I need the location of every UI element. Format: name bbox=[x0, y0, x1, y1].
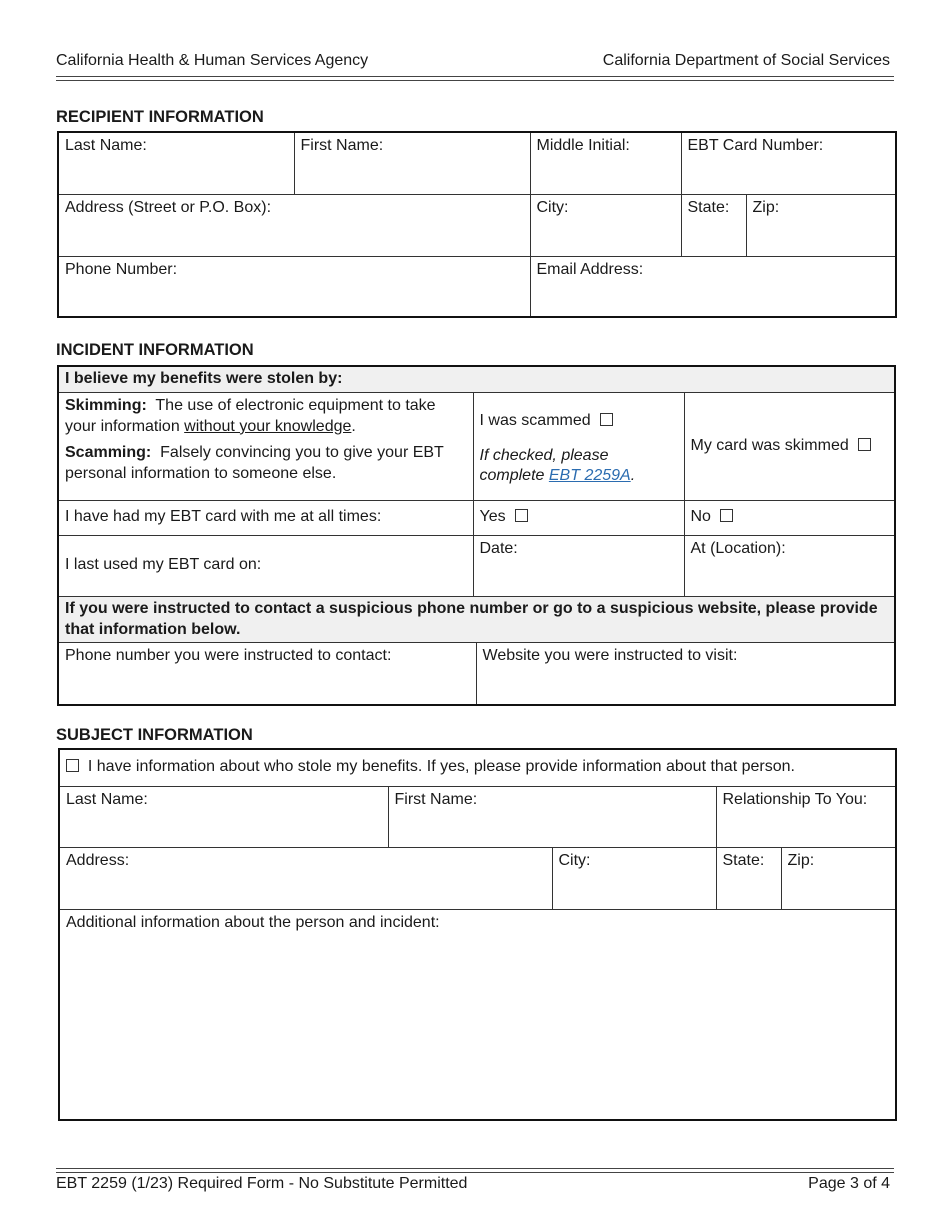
theft-definitions: Skimming: The use of electronic equipment to take your information without your knowledge. Scamming: Falsely convincing you to give your EBT personal information to someone else. bbox=[58, 392, 473, 500]
agency-name: California Health & Human Services Agency bbox=[56, 52, 369, 69]
recipient-last-name-field[interactable] bbox=[58, 132, 294, 194]
phone-instructed-field[interactable] bbox=[58, 643, 476, 705]
skimmed-checkbox[interactable] bbox=[858, 438, 871, 451]
subject-address-field[interactable] bbox=[59, 847, 552, 909]
header-rule bbox=[56, 76, 894, 77]
page-footer bbox=[56, 1168, 894, 1198]
recipient-last-name-label: Last Name: bbox=[65, 137, 147, 154]
incident-table bbox=[57, 365, 896, 706]
subject-last-name-label: Last Name: bbox=[66, 790, 148, 808]
footer-rule bbox=[56, 1168, 894, 1169]
card-with-me-yes bbox=[473, 500, 684, 535]
subject-additional-label: Additional information about the person and incident: bbox=[66, 913, 440, 931]
recipient-first-name-field[interactable] bbox=[294, 132, 530, 194]
have-info-label: I have information about who stole my benefits. If yes, please provide information about that person. bbox=[87, 758, 795, 776]
subject-last-name-field[interactable] bbox=[59, 786, 388, 847]
recipient-zip-field[interactable] bbox=[746, 194, 896, 256]
no-label: No bbox=[690, 508, 711, 526]
last-used-location-field[interactable] bbox=[684, 535, 895, 596]
page-number: Page 3 of 4 bbox=[808, 1175, 890, 1192]
last-used-date-field[interactable] bbox=[473, 535, 684, 596]
recipient-phone-field[interactable] bbox=[58, 256, 530, 317]
recipient-section-title: RECIPIENT INFORMATION bbox=[56, 108, 264, 126]
recipient-zip-label: Zip: bbox=[752, 198, 780, 216]
website-instructed-label: Website you were instructed to visit: bbox=[482, 647, 738, 665]
page-header bbox=[56, 52, 894, 82]
subject-additional-field[interactable] bbox=[59, 909, 896, 1120]
skimming-underline-text: without your knowledge bbox=[184, 417, 352, 435]
subject-city-field[interactable] bbox=[552, 847, 716, 909]
recipient-state-field[interactable] bbox=[681, 194, 746, 256]
yes-label: Yes bbox=[479, 508, 506, 526]
scammed-checkbox[interactable] bbox=[600, 413, 613, 426]
scammed-label: I was scammed bbox=[479, 411, 591, 429]
subject-state-label: State: bbox=[722, 851, 765, 869]
scammed-cell: I was scammed If checked, please complete EBT 2259A. bbox=[473, 392, 684, 500]
recipient-table bbox=[57, 131, 897, 318]
skimmed-label: My card was skimmed bbox=[690, 436, 849, 454]
recipient-city-field[interactable] bbox=[530, 194, 681, 256]
recipient-email-label: Email Address: bbox=[536, 260, 644, 278]
scamming-term: Scamming: bbox=[65, 444, 152, 462]
form-id: EBT 2259 (1/23) Required Form - No Substitute Permitted bbox=[56, 1175, 468, 1192]
footer-rule bbox=[56, 1172, 894, 1173]
skimming-term: Skimming: bbox=[65, 396, 147, 414]
phone-instructed-label: Phone number you were instructed to contact: bbox=[65, 647, 392, 665]
recipient-address-field[interactable] bbox=[58, 194, 530, 256]
incident-section-title: INCIDENT INFORMATION bbox=[56, 341, 254, 359]
last-used-location-label: At (Location): bbox=[690, 539, 786, 557]
ebt-card-number-field[interactable] bbox=[681, 132, 896, 194]
subject-relationship-label: Relationship To You: bbox=[722, 790, 868, 808]
if-checked-text: If checked, please complete bbox=[479, 446, 609, 485]
skimmed-cell bbox=[684, 392, 895, 500]
yes-checkbox[interactable] bbox=[515, 509, 528, 522]
subject-section-title: SUBJECT INFORMATION bbox=[56, 726, 253, 744]
stolen-by-heading: I believe my benefits were stolen by: bbox=[58, 366, 895, 392]
recipient-address-label: Address (Street or P.O. Box): bbox=[65, 198, 272, 216]
department-name: California Department of Social Services bbox=[602, 52, 890, 69]
subject-relationship-field[interactable] bbox=[716, 786, 896, 847]
ebt-card-number-label: EBT Card Number: bbox=[687, 137, 824, 154]
card-with-me-label: I have had my EBT card with me at all times: bbox=[58, 500, 473, 535]
scamming-text: Falsely convincing you to give your EBT personal information to someone else. bbox=[65, 444, 444, 483]
subject-zip-label: Zip: bbox=[787, 851, 815, 869]
subject-zip-field[interactable] bbox=[781, 847, 896, 909]
recipient-phone-label: Phone Number: bbox=[65, 260, 178, 278]
recipient-email-field[interactable] bbox=[530, 256, 896, 317]
recipient-middle-initial-label: Middle Initial: bbox=[536, 137, 630, 154]
recipient-middle-initial-field[interactable] bbox=[530, 132, 681, 194]
have-info-checkbox[interactable] bbox=[66, 759, 79, 772]
subject-first-name-field[interactable] bbox=[388, 786, 716, 847]
recipient-state-label: State: bbox=[687, 198, 730, 216]
last-used-label: I last used my EBT card on: bbox=[58, 535, 473, 596]
subject-first-name-label: First Name: bbox=[394, 790, 478, 808]
suspicious-note: If you were instructed to contact a suspicious phone number or go to a suspicious website, please provide that information below. bbox=[58, 596, 895, 643]
subject-state-field[interactable] bbox=[716, 847, 781, 909]
subject-city-label: City: bbox=[558, 851, 591, 869]
skimming-text: The use of electronic equipment to take your information bbox=[65, 396, 436, 435]
subject-table bbox=[58, 748, 897, 1121]
recipient-city-label: City: bbox=[536, 198, 569, 216]
subject-address-label: Address: bbox=[66, 851, 130, 869]
have-info-row bbox=[59, 749, 896, 786]
no-checkbox[interactable] bbox=[720, 509, 733, 522]
ebt-2259a-link[interactable]: EBT 2259A bbox=[548, 467, 631, 485]
header-rule bbox=[56, 80, 894, 81]
card-with-me-no bbox=[684, 500, 895, 535]
last-used-date-label: Date: bbox=[479, 539, 518, 557]
website-instructed-field[interactable] bbox=[476, 643, 895, 705]
recipient-first-name-label: First Name: bbox=[300, 137, 384, 154]
